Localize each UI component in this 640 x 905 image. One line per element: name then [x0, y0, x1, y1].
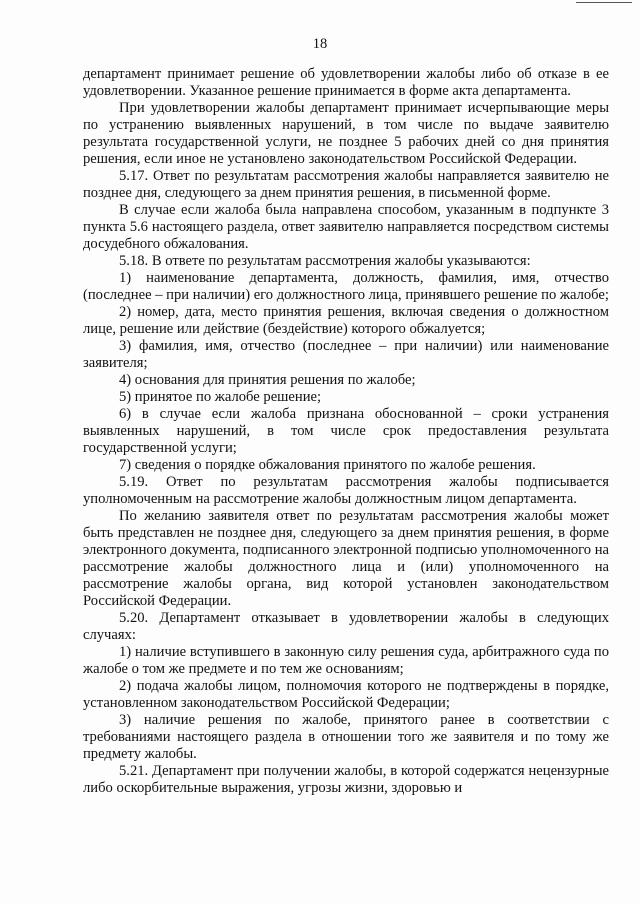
list-item: 6) в случае если жалоба признана обоснованной – сроки устранения выявленных нарушений, в том числе срок предоставления результата государственной услуги;	[83, 406, 609, 456]
list-item: 2) номер, дата, место принятия решения, включая сведения о должностном лице, решение или действие (бездействие) которого обжалуется;	[83, 304, 609, 337]
paragraph: При удовлетворении жалобы департамент принимает исчерпывающие меры по устранению выявленных нарушений, в том числе по выдаче заявителю результата государственной услуги, не позднее 5 рабочих дней со дня принятия решения, если иное не установлено законодательством Российской Федерации.	[83, 100, 609, 167]
paragraph-5-18: 5.18. В ответе по результатам рассмотрения жалобы указываются:	[119, 253, 531, 269]
scan-corner-mark	[576, 2, 632, 3]
paragraph-5-21: 5.21. Департамент при получении жалобы, в которой содержатся нецензурные либо оскорбительные выражения, угрозы жизни, здоровью и	[83, 763, 609, 796]
list-item: 5) принятое по жалобе решение;	[119, 389, 322, 405]
list-item: 1) наличие вступившего в законную силу решения суда, арбитражного суда по жалобе о том же предмете и по тем же основаниям;	[83, 644, 609, 677]
paragraph: В случае если жалоба была направлена способом, указанным в подпункте 3 пункта 5.6 настоящего раздела, ответ заявителю направляется посредством системы досудебного обжалования.	[83, 202, 609, 252]
paragraph-5-20: 5.20. Департамент отказывает в удовлетворении жалобы в следующих случаях:	[83, 610, 609, 643]
list-item: 1) наименование департамента, должность, фамилия, имя, отчество (последнее – при наличии) его должностного лица, принявшего решение по жалобе;	[83, 270, 609, 303]
paragraph-continuation: департамент принимает решение об удовлетворении жалобы либо об отказе в ее удовлетворении. Указанное решение принимается в форме акта департамента.	[83, 66, 609, 99]
page-number: 18	[312, 36, 328, 52]
list-item: 2) подача жалобы лицом, полномочия которого не подтверждены в порядке, установленном законодательством Российской Федерации;	[83, 678, 609, 711]
list-item: 4) основания для принятия решения по жалобе;	[119, 372, 416, 388]
list-item: 3) наличие решения по жалобе, принятого ранее в соответствии с требованиями настоящего раздела в отношении того же заявителя и по тому же предмету жалобы.	[83, 712, 609, 762]
document-body	[83, 66, 609, 797]
list-item: 7) сведения о порядке обжалования принятого по жалобе решения.	[119, 457, 536, 473]
paragraph: По желанию заявителя ответ по результатам рассмотрения жалобы может быть представлен не позднее дня, следующего за днем принятия решения, в форме электронного документа, подписанного электронной подписью уполномоченного на рассмотрение жалобы должностного лица и (или) уполномоченного на рассмотрение жалобы органа, вид которой установлен законодательством Российской Федерации.	[83, 508, 609, 609]
paragraph-5-17: 5.17. Ответ по результатам рассмотрения жалобы направляется заявителю не позднее дня, следующего за днем принятия решения, в письменной форме.	[83, 168, 609, 201]
paragraph-5-19: 5.19. Ответ по результатам рассмотрения жалобы подписывается уполномоченным на рассмотрение жалобы должностным лицом департамента.	[83, 474, 609, 507]
list-item: 3) фамилия, имя, отчество (последнее – при наличии) или наименование заявителя;	[83, 338, 609, 371]
